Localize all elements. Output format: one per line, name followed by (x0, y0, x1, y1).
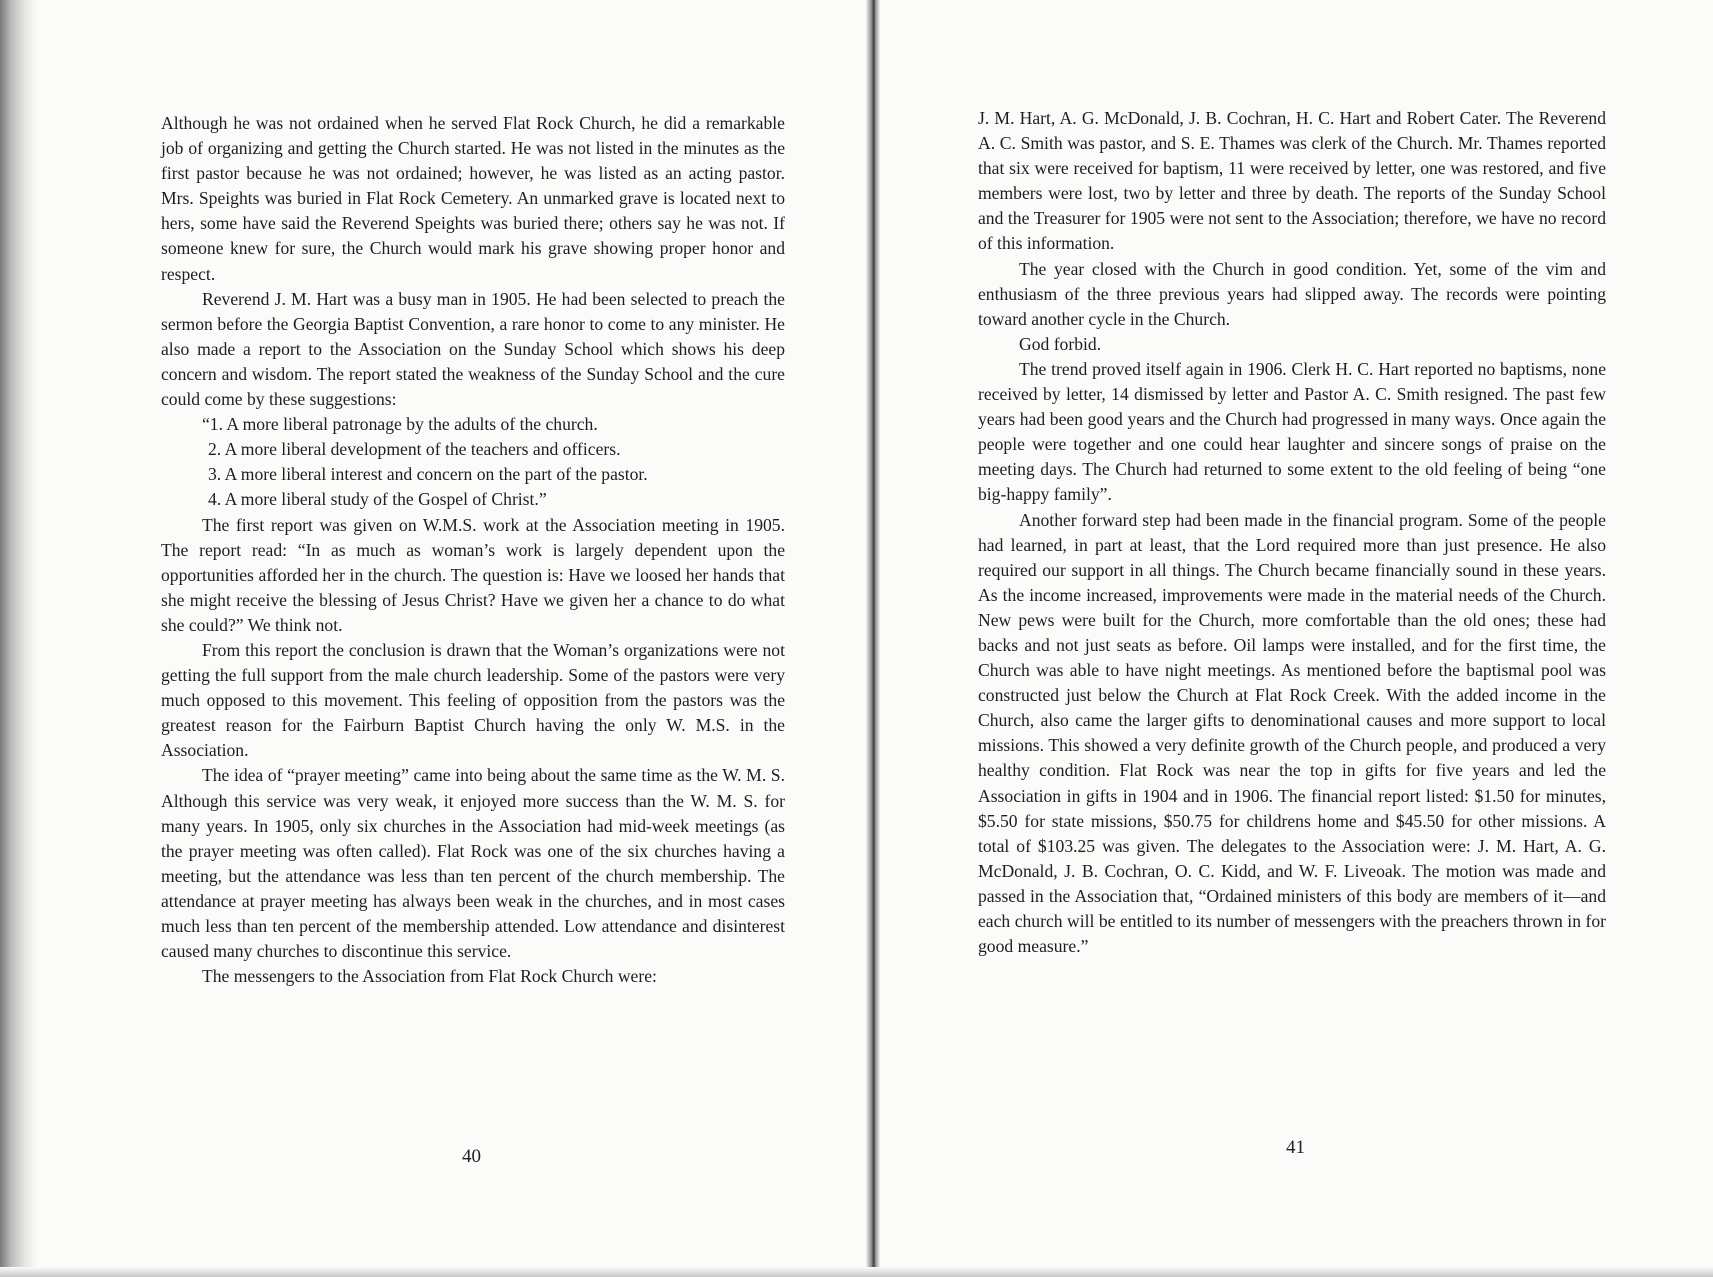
paragraph: From this report the conclusion is drawn that the Woman’s organizations were not getting the full support from the male church leadership. Some of the pastors were very much opposed to this movement. This feeling of opposition from the pastors was the greatest reason for the Fairburn Baptist Church having the only W. M.S. in the Association. (161, 639, 785, 761)
page-number: 40 (462, 1146, 481, 1167)
paragraph: The year closed with the Church in good condition. Yet, some of the vim and enthusiasm of the three previous years had slipped away. The records were pointing toward another cycle in the Church. (978, 258, 1606, 329)
paragraph: Although he was not ordained when he served Flat Rock Church, he did a remarkable job of organizing and getting the Church started. He was not listed in the minutes as the first pastor because he was not ordained; however, he was listed as an acting pastor. Mrs. Speights was buried in Flat Rock Cemetery. An unmarked grave is located next to hers, some have said the Reverend Speights was buried there; others say he was not. If someone knew for sure, the Church would mark his grave showing proper honor and respect. (161, 113, 785, 284)
paragraph: The messengers to the Association from Flat Rock Church were: (202, 966, 657, 987)
paragraph: Reverend J. M. Hart was a busy man in 1905. He had been selected to preach the sermon before the Georgia Baptist Convention, a rare honor to come to any minister. He also made a report to the Association on the Sunday School which shows his deep concern and wisdom. The report stated the weakness of the Sunday School and the cure could come by these suggestions: (161, 288, 785, 410)
right-page-body (978, 106, 1606, 959)
list-item: “1. A more liberal patronage by the adults of the church. (202, 414, 598, 435)
paragraph: J. M. Hart, A. G. McDonald, J. B. Cochran, H. C. Hart and Robert Cater. The Reverend A. C. Smith was pastor, and S. E. Thames was clerk of the Church. Mr. Thames reported that six were received for baptism, 11 were received by letter, one was restored, and five members were lost, two by letter and three by death. The reports of the Sunday School and the Treasurer for 1905 were not sent to the Association; therefore, we have no record of this information. (978, 108, 1606, 254)
list-item: 4. A more liberal study of the Gospel of Christ.” (208, 489, 547, 510)
list-item: 2. A more liberal development of the teachers and officers. (208, 439, 621, 460)
right-page (880, 0, 1713, 1277)
paragraph: The first report was given on W.M.S. work at the Association meeting in 1905. The report read: “In as much as woman’s work is largely dependent upon the opportunities afforded her in the church. The question is: Have we loosed her hands that she might receive the blessing of Jesus Christ? Have we given her a chance to do what she could?” We think not. (161, 514, 785, 635)
book-gutter (866, 0, 880, 1277)
page-number: 41 (1286, 1137, 1305, 1158)
suggestion-list (161, 412, 785, 512)
paragraph: God forbid. (1019, 333, 1102, 354)
paragraph: The trend proved itself again in 1906. Clerk H. C. Hart reported no baptisms, none received by letter, 14 dismissed by letter and Pastor A. C. Smith resigned. The past few years had been good years and the Church had progressed in many ways. Once again the people were together and one could hear laughter and sincere songs of praise on the meeting days. The Church had returned to some extent to the old feeling of being “one big-happy family”. (978, 358, 1606, 505)
paragraph: The idea of “prayer meeting” came into being about the same time as the W. M. S. Although this service was very weak, it enjoyed more success than the W. M. S. for many years. In 1905, only six churches in the Association had mid-week meetings (as the prayer meeting was often called). Flat Rock was one of the six churches having a meeting, but the attendance was less than ten percent of the church membership. The attendance at prayer meeting has always been weak in the churches, and in most cases much less than ten percent of the membership attended. Low attendance and disinterest caused many churches to discontinue this service. (161, 765, 785, 962)
left-page-body (161, 111, 785, 989)
list-item: 3. A more liberal interest and concern on the part of the pastor. (208, 464, 648, 485)
paragraph: Another forward step had been made in the financial program. Some of the people had learned, in part at least, that the Lord required more than just presence. He also required our support in all things. The Church became financially sound in these years. As the income increased, improvements were made in the material needs of the Church. New pews were built for the Church, more comfortable than the old ones; these had backs and not just seats as before. Oil lamps were installed, and for the first time, the Church was able to have night meetings. As mentioned before the baptismal pool was constructed just below the Church at Flat Rock Creek. With the added income in the Church, also came the larger gifts to denominational causes and more support to local missions. This showed a very definite growth of the Church people, and produced a very healthy condition. Flat Rock was near the top in gifts for five years and led the Association in gifts in 1904 and in 1906. The financial report listed: $1.50 for minutes, $5.50 for state missions, $50.75 for childrens home and $45.50 for other missions. A total of $103.25 was given. The delegates to the Association were: J. M. Hart, A. G. McDonald, J. B. Cochran, O. C. Kidd, and W. F. Liveoak. The motion was made and passed in the Association that, “Ordained ministers of this body are members of it—and each church will be entitled to its number of messengers with the preachers thrown in for good measure.” (978, 509, 1606, 957)
